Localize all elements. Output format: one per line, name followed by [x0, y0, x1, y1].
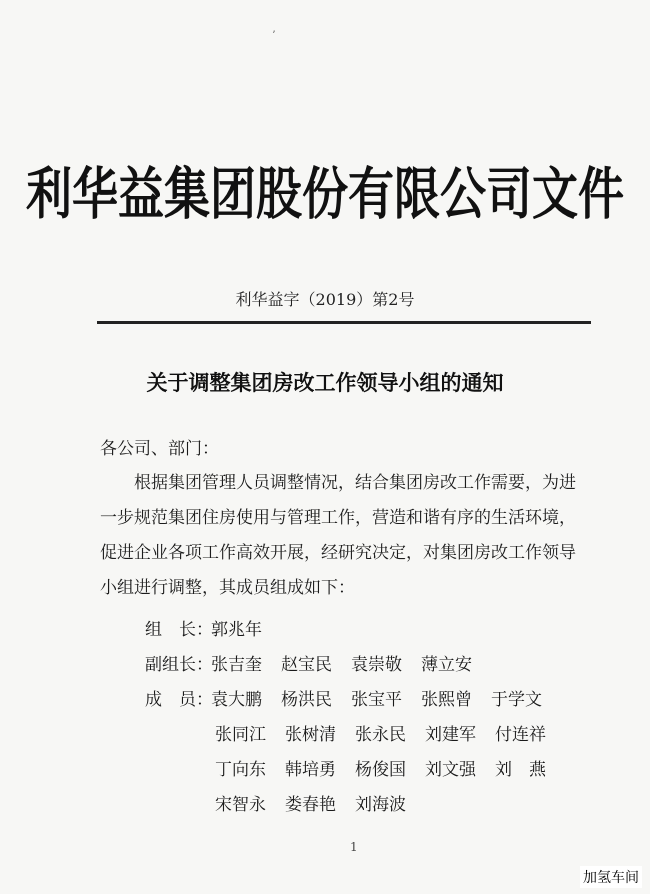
member-name: 薄立安 [421, 655, 472, 675]
body-line: 根据集团管理人员调整情况，结合集团房改工作需要，为进 [134, 473, 576, 493]
deputy-role: 副组长： [145, 655, 213, 675]
member-name: 张永民 [355, 725, 406, 745]
member-name: 赵宝民 [281, 655, 332, 675]
body-line: 小组进行调整，其成员组成如下： [100, 578, 355, 598]
deputy-row [145, 650, 491, 680]
staff-row-continued [215, 790, 425, 815]
member-name: 张吉奎 [211, 655, 262, 675]
org-title: 利华益集团股份有限公司文件 [26, 160, 624, 227]
member-name: 张树清 [285, 725, 336, 745]
member-name: 宋智永 [215, 795, 266, 815]
member-name: 杨俊国 [355, 760, 406, 780]
salutation: 各公司、部门： [100, 439, 219, 459]
member-name: 娄春艳 [285, 795, 336, 815]
member-name: 于学文 [491, 690, 542, 710]
staff-row-continued [215, 755, 565, 780]
body-line: 一步规范集团住房使用与管理工作，营造和谐有序的生活环境， [100, 508, 576, 528]
leader-role: 组 长： [145, 620, 213, 640]
page-mark: 1 [350, 840, 358, 854]
member-name: 刘 燕 [495, 760, 546, 780]
member-name: 韩培勇 [285, 760, 336, 780]
member-name: 张宝平 [351, 690, 402, 710]
member-name: 张熙曾 [421, 690, 472, 710]
member-name: 付连祥 [495, 725, 546, 745]
leader-row [145, 615, 281, 645]
staff-row-continued [215, 720, 565, 745]
member-name: 张同江 [215, 725, 266, 745]
scan-speck: ʼ [272, 30, 276, 41]
watermark-label: 加氢车间 [580, 866, 642, 888]
member-name: 丁向东 [215, 760, 266, 780]
staff-role: 成 员： [145, 690, 213, 710]
staff-row [145, 685, 561, 715]
member-name: 袁大鹏 [211, 690, 262, 710]
notice-title: 关于调整集团房改工作领导小组的通知 [146, 370, 504, 395]
doc-number: 利华益字（2019）第2号 [235, 290, 415, 309]
header-divider [97, 321, 591, 324]
member-name: 郭兆年 [211, 620, 262, 640]
member-name: 刘建军 [425, 725, 476, 745]
member-name: 刘文强 [425, 760, 476, 780]
member-name: 刘海波 [355, 795, 406, 815]
body-line: 促进企业各项工作高效开展，经研究决定，对集团房改工作领导 [100, 543, 576, 563]
member-name: 杨洪民 [281, 690, 332, 710]
member-name: 袁崇敬 [351, 655, 402, 675]
